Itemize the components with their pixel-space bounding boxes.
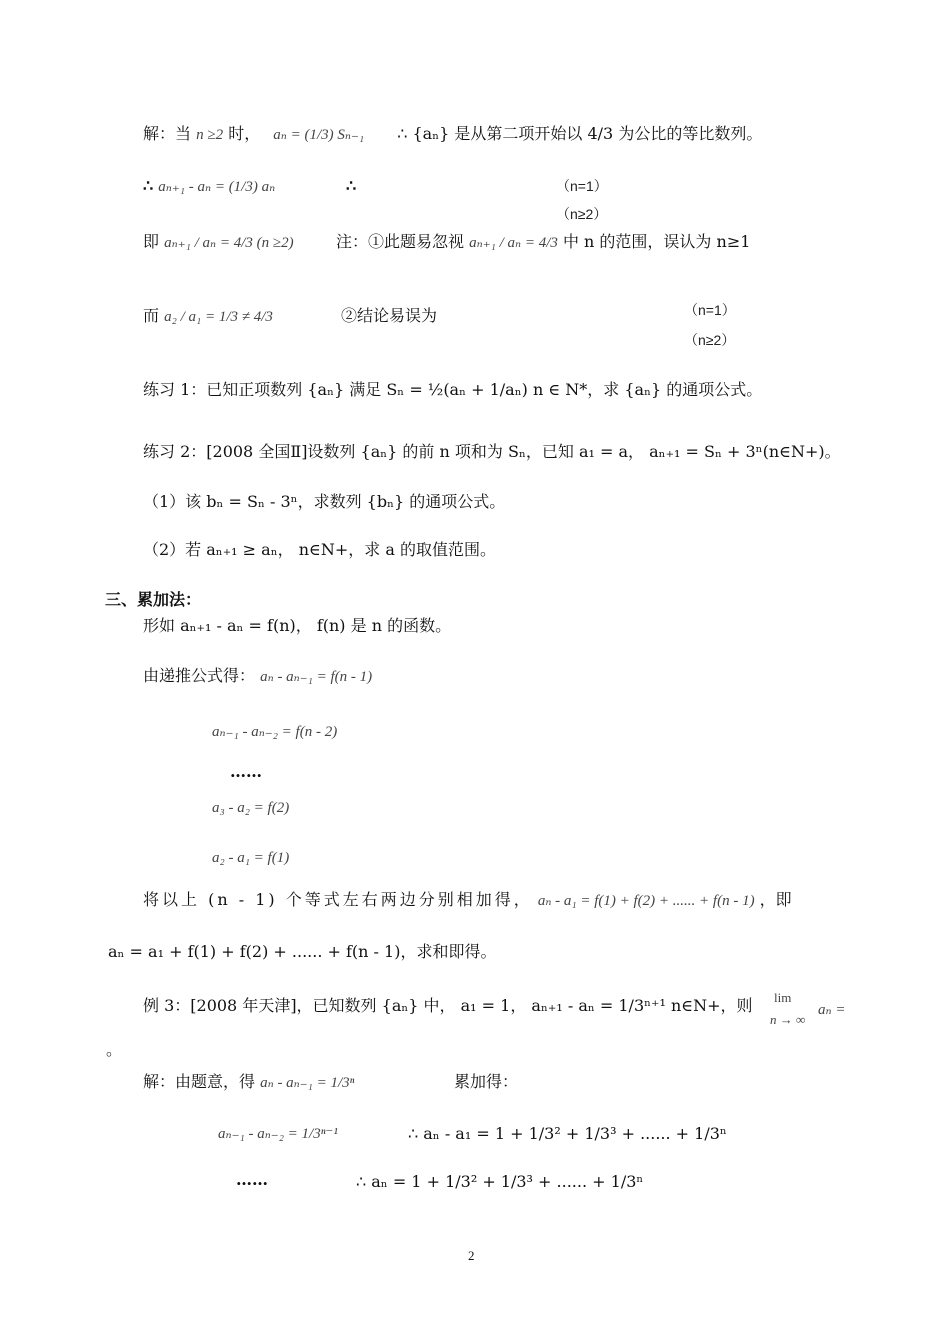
therefore-symbol: ∴ [143, 176, 154, 195]
section-heading: 三、累加法： [105, 590, 202, 609]
math-span: aₙ - aₙ₋₁ = 1/3ⁿ [260, 1075, 355, 1091]
text-span: 解：由题意，得 [143, 1072, 256, 1091]
math-span: aₙ - a₁ = f(1) + f(2) + ...... + f(n - 1) [537, 893, 755, 909]
exercise-2: 练习 2：[2008 全国Ⅱ]设数列 {aₙ} 的前 n 项和为 Sₙ，已知 a₁ = a， aₙ₊₁ = Sₙ + 3ⁿ(n∈N+)。 [143, 442, 841, 461]
text-span: 由递推公式得： [143, 666, 256, 685]
period: 。 [106, 1040, 123, 1059]
page-number: 2 [468, 1248, 475, 1263]
solution-line [143, 1072, 354, 1093]
condition-note: （n=1） [556, 178, 608, 194]
text-span: ，即 [759, 890, 792, 909]
therefore-symbol: ∴ [346, 176, 357, 195]
sum-label: 累加得： [454, 1072, 519, 1091]
math-span: aₙ₊₁ - aₙ = (1/3) aₙ [158, 179, 276, 195]
limit-sub: n → ∞ [770, 1012, 806, 1027]
text-span: 即 [143, 232, 160, 251]
text-span: 时， [228, 124, 261, 143]
math-span: aₙ₊₁ / aₙ = 4/3 [469, 235, 558, 251]
condition-note: （n≥2） [556, 206, 608, 222]
text-span: 将以上 (n - 1) 个等式左右两边分别相加得， [143, 890, 533, 909]
math-span: aₙ = (1/3) Sₙ₋₁ [273, 127, 365, 143]
solution-line-5 [143, 306, 273, 327]
solution-line-2 [143, 176, 275, 197]
limit-end: aₙ = [818, 1002, 846, 1018]
limit-label: lim [774, 990, 792, 1005]
equation-line: a₃ - a₂ = f(2) [212, 800, 290, 816]
sum-result: aₙ = a₁ + f(1) + f(2) + ...... + f(n - 1)，求和即得。 [108, 942, 497, 961]
equation-line: aₙ₋₁ - aₙ₋₂ = f(n - 2) [212, 724, 338, 740]
solution-line-1 [143, 124, 762, 145]
text-span: 例 3：[2008 年天津]，已知数列 {aₙ} 中， a₁ = 1， aₙ₊₁ - aₙ = 1/3ⁿ⁺¹ n∈N+，则 [143, 996, 753, 1015]
condition-note: （n≥2） [684, 332, 736, 348]
recurrence-intro [143, 666, 372, 687]
math-span: n ≥2 [196, 127, 224, 143]
ellipsis: …… [236, 1170, 268, 1189]
equation-line: aₙ₋₁ - aₙ₋₂ = 1/3ⁿ⁻¹ [218, 1126, 338, 1142]
solution-line-4 [143, 232, 294, 253]
condition-note: （n=1） [684, 302, 736, 318]
text-span: 中 n 的范围，误认为 n≥1 [562, 232, 751, 251]
exercise-1: 练习 1：已知正项数列 {aₙ} 满足 Sₙ = ½(aₙ + 1/aₙ) n ∈ N*，求 {aₙ} 的通项公式。 [143, 380, 763, 399]
example-3 [143, 996, 753, 1016]
equation-line: a₂ - a₁ = f(1) [212, 850, 290, 866]
note-line-1 [336, 232, 750, 253]
text-span: 解：当 [143, 124, 192, 143]
equation-line: ∴ aₙ - a₁ = 1 + 1/3² + 1/3³ + ...... + 1/3ⁿ [408, 1124, 727, 1143]
note-line-2: ②结论易误为 [341, 306, 438, 325]
math-span: a₂ / a₁ = 1/3 ≠ 4/3 [164, 309, 273, 325]
math-span: aₙ₊₁ / aₙ = 4/3 (n ≥2) [164, 235, 294, 251]
text-span: 而 [143, 306, 160, 325]
text-span: ∴ {aₙ} 是从第二项开始以 4/3 为公比的等比数列。 [397, 124, 763, 143]
exercise-2-part-1: （1）该 bₙ = Sₙ - 3ⁿ，求数列 {bₙ} 的通项公式。 [143, 492, 506, 511]
exercise-2-part-2: （2）若 aₙ₊₁ ≥ aₙ， n∈N+，求 a 的取值范围。 [143, 540, 496, 559]
text-span: 注：①此题易忽视 [336, 232, 465, 251]
equation-line: ∴ aₙ = 1 + 1/3² + 1/3³ + ...... + 1/3ⁿ [356, 1172, 644, 1191]
ellipsis: …… [230, 762, 262, 781]
definition-line: 形如 aₙ₊₁ - aₙ = f(n)， f(n) 是 n 的函数。 [143, 616, 452, 635]
sum-line [143, 890, 792, 911]
math-span: aₙ - aₙ₋₁ = f(n - 1) [260, 669, 373, 685]
